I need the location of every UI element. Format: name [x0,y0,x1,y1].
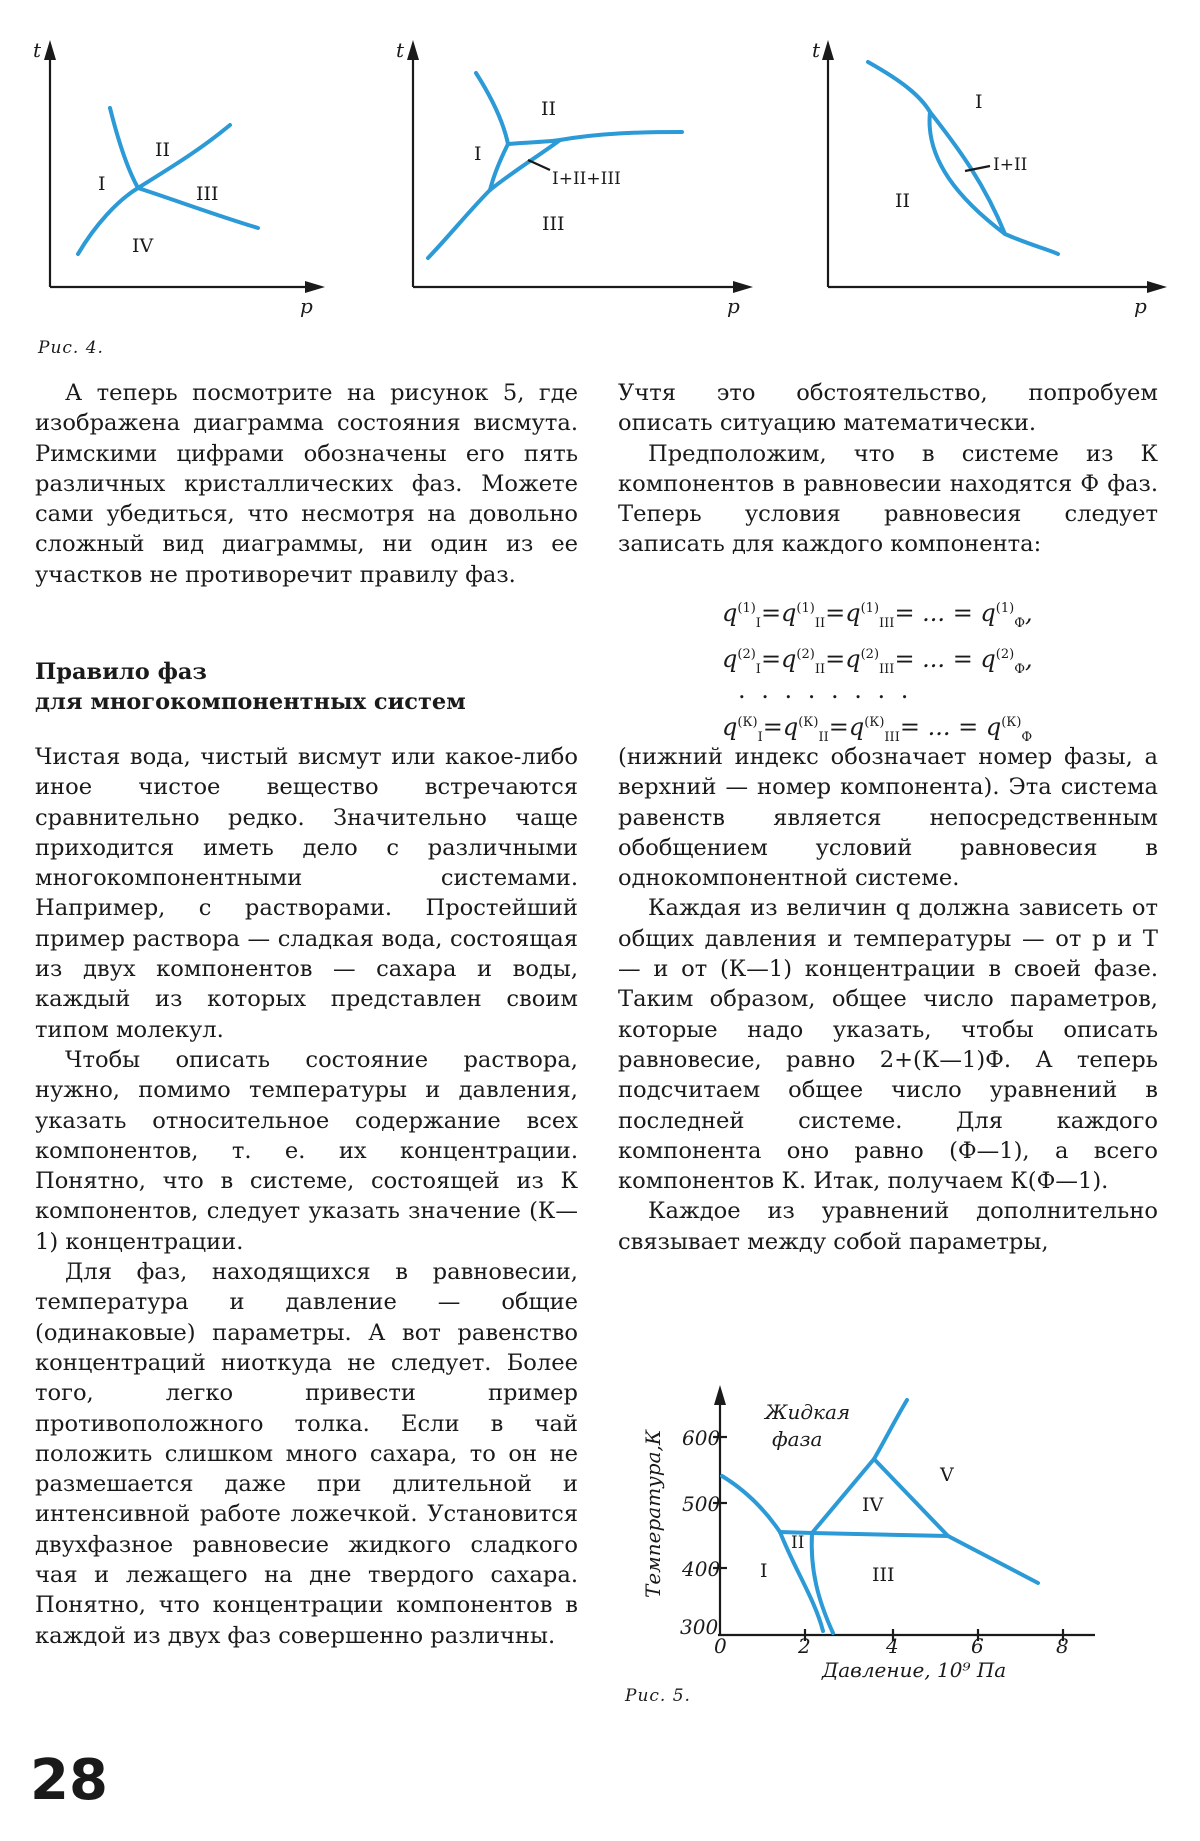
fig5-xtick-8: 8 [1056,1634,1069,1658]
left-para-2: Чистая вода, чистый висмут или какое-либо иное чистое вещество встречаются сравнительно редко. Значительно чаще приходится иметь дело с различными многокомпонентными системами. Например, с растворами. Простейший пример раствора — сладкая вода, состоящая из двух компонентов — сахара и воды, каждый из которых представлен своим типом молекул. [35,744,578,1043]
fig4-p1-region-I: I [98,173,106,195]
figure-4 [0,0,1200,360]
fig5-region-I: I [760,1560,768,1582]
fig5-region-V: V [940,1464,954,1486]
right-para-2: Предположим, что в системе из К компонентов в равновесии находятся Ф фаз. Теперь условия равновесия следует записать для каждого компонента: [618,440,1158,558]
left-column-intro [35,378,578,590]
equation-dots: . . . . . . . . [738,676,913,704]
fig4-p3-p-label: p [1134,294,1147,318]
fig4-p2-p-label: p [727,294,740,318]
fig4-p1-t-label: t [33,38,42,62]
fig5-ytick-500: 500 [682,1492,721,1516]
fig4-p1-p-label: p [300,294,313,318]
fig4-p3-t-label: t [812,38,821,62]
fig4-p1-region-IV: IV [132,235,154,257]
fig4-p3-twophase-label: I+II [993,155,1028,175]
fig4-panel-1 [33,38,325,318]
figure-5-caption: Рис. 5. [625,1686,691,1706]
fig5-region-III: III [872,1564,895,1586]
fig4-p2-triple-label: I+II+III [552,169,621,189]
heading-line-2: для многокомпонентных систем [35,689,466,715]
fig4-panel-3 [812,38,1167,318]
fig5-xtick-6: 6 [971,1634,984,1658]
fig4-p1-region-II: II [155,139,171,161]
fig4-p2-t-label: t [396,38,405,62]
fig5-ytick-600: 600 [682,1426,721,1450]
equation-line-3: $q^{(К)}_I=q^{(К)}_{II}=q^{(К)}_{III}=$ ... = $q^{(К)}_Ф$ [722,713,1033,745]
fig5-xlabel: Давление, 10⁹ Па [822,1658,1007,1682]
fig4-p3-region-II: II [895,190,911,212]
fig5-xtick-2: 2 [798,1634,811,1658]
left-column-body [35,742,578,1651]
right-para-5: Каждое из уравнений дополнительно связывает между собой параметры, [618,1198,1158,1255]
fig4-panel-2 [396,38,753,318]
fig5-liquid-label-1: Жидкая [765,1400,851,1424]
fig5-xtick-4: 4 [886,1634,899,1658]
right-para-4: Каждая из величин q должна зависеть от общих давления и температуры — от p и T — и от (К—1) концентрации в своей фазе. Таким образом, общее число параметров, которые надо указать, чтобы описать равновесие, равно 2+(К—1)Ф. А теперь подсчитаем общее число уравнений в последней системе. Для каждого компонента оно равно (Ф—1), а всего компонентов К. Итак, получаем К(Ф—1). [618,895,1158,1195]
fig5-ytick-300: 300 [680,1615,719,1639]
left-para-4: Для фаз, находящихся в равновесии, температура и давление — общие (одинаковые) параметры. А вот равенство концентраций ниоткуда не следует. Более того, легко привести пример противоположного толка. Если в чай положить слишком много сахара, то он не размешается даже при длительной и интенсивной работе ложечкой. Установится двухфазное равновесие жидкого сладкого чая и лежащего на дне твердого сахара. Понятно, что концентрации компонентов в каждой из двух фаз совершенно различны. [35,1259,578,1649]
fig5-ytick-400: 400 [682,1557,721,1581]
fig5-region-IV: IV [862,1494,884,1516]
right-column-body [618,742,1158,1257]
fig4-p3-region-I: I [975,91,983,113]
fig4-p2-region-I: I [474,143,482,165]
fig5-liquid-label-2: фаза [772,1427,823,1451]
right-column-top [618,378,1158,560]
left-para-3: Чтобы описать состояние раствора, нужно, помимо температуры и давления, указать относительное содержание всех компонентов, т. е. их концентрации. Понятно, что в системе, состоящей из К компонентов, следует указать значение (К—1) концентрации. [35,1046,578,1255]
fig5-xtick-0: 0 [714,1634,727,1658]
fig5-region-II: II [791,1533,805,1553]
equation-line-1: $q^{(1)}_I=q^{(1)}_{II}=q^{(1)}_{III}=$ ... = $q^{(1)}_Ф$, [722,599,1033,631]
equation-line-2: $q^{(2)}_I=q^{(2)}_{II}=q^{(2)}_{III}=$ ... = $q^{(2)}_Ф$, [722,645,1033,677]
heading-line-1: Правило фаз [35,659,207,685]
figure-4-svg [0,0,1200,360]
fig4-p2-region-III: III [542,213,565,235]
fig4-p2-region-II: II [541,98,557,120]
section-heading [35,657,466,717]
fig5-ylabel: Температура,К [641,1429,665,1598]
figure-4-caption: Рис. 4. [38,338,104,358]
fig4-p1-region-III: III [196,183,219,205]
left-para-1: А теперь посмотрите на рисунок 5, где изображена диаграмма состояния висмута. Римскими цифрами обозначены его пять различных кристаллических фаз. Можете сами убедиться, что несмотря на довольно сложный вид диаграммы, ни один из ее участков не противоречит правилу фаз. [35,380,578,588]
page-number: 28 [30,1748,108,1813]
right-para-1: Учтя это обстоятельство, попробуем описать ситуацию математически. [618,380,1158,437]
right-para-3: (нижний индекс обозначает номер фазы, а верхний — номер компонента). Эта система равенств является непосредственным обобщением условий равновесия в однокомпонентной системе. [618,744,1158,892]
